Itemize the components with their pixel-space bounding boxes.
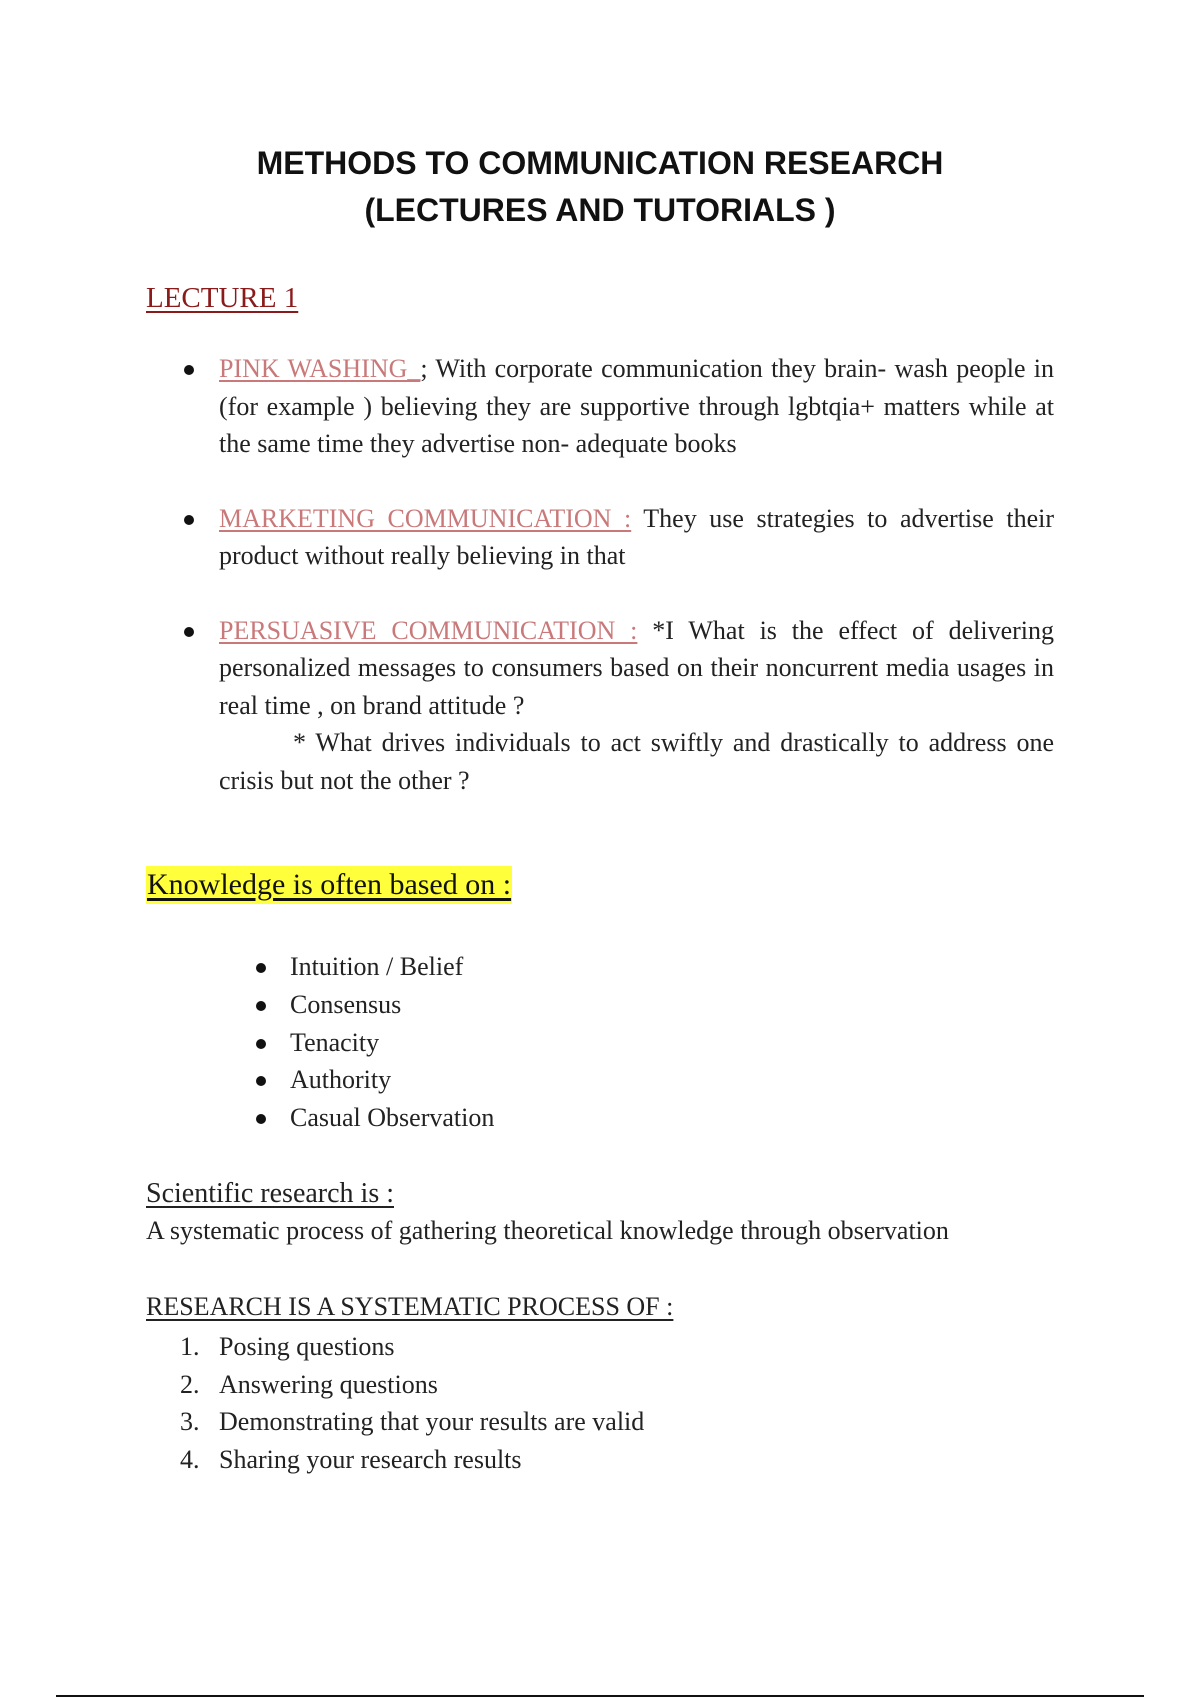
list-item xyxy=(246,948,494,986)
list-item xyxy=(146,1441,644,1479)
bullet-dot-icon xyxy=(256,1039,266,1049)
list-item xyxy=(246,986,494,1024)
list-item-text: Sharing your research results xyxy=(219,1444,522,1474)
lecture-heading: LECTURE 1 xyxy=(146,282,299,314)
list-item-number: 2. xyxy=(180,1369,200,1399)
bullet-term: MARKETING COMMUNICATION : xyxy=(219,503,632,533)
knowledge-heading: Knowledge is often based on : xyxy=(146,866,512,904)
research-process-heading: RESEARCH IS A SYSTEMATIC PROCESS OF : xyxy=(146,1292,674,1321)
title-line-1: METHODS TO COMMUNICATION RESEARCH xyxy=(256,145,944,181)
list-item-number: 4. xyxy=(180,1444,200,1474)
bullet-term: PINK WASHING_ xyxy=(219,354,421,383)
list-item-text: Authority xyxy=(290,1065,392,1095)
list-item-text: Demonstrating that your results are valid xyxy=(219,1407,645,1436)
list-item xyxy=(146,1328,644,1366)
list-item-text: Casual Observation xyxy=(290,1103,495,1133)
bullet-text-continuation: * What drives individuals to act swiftly and drastically to address one crisis but not the other ? xyxy=(219,728,1054,795)
list-item-number: 1. xyxy=(180,1332,200,1361)
bullet-dot-icon xyxy=(184,627,194,637)
title-line-2: (LECTURES AND TUTORIALS ) xyxy=(364,192,836,228)
bullet-dot-icon xyxy=(256,1001,266,1011)
bullet-dot-icon xyxy=(256,963,266,973)
list-item-text: Intuition / Belief xyxy=(290,952,464,981)
list-item xyxy=(146,1366,644,1404)
bullet-term: PERSUASIVE COMMUNICATION : xyxy=(219,615,638,645)
scientific-research-text: A systematic process of gathering theoretical knowledge through observation xyxy=(146,1216,949,1245)
list-item-text: Consensus xyxy=(290,989,402,1019)
research-process-list xyxy=(146,1328,644,1478)
lecture-bullet-list xyxy=(146,350,1054,836)
list-item-text: Tenacity xyxy=(290,1027,380,1057)
bullet-item-pink-washing xyxy=(146,350,1054,463)
knowledge-list xyxy=(246,948,494,1137)
list-item xyxy=(246,1099,494,1137)
scientific-research-heading: Scientific research is : xyxy=(146,1178,395,1209)
list-item xyxy=(246,1061,494,1099)
page-bottom-divider xyxy=(56,1695,1144,1697)
bullet-dot-icon xyxy=(256,1114,266,1124)
list-item xyxy=(146,1403,644,1441)
list-item-text: Answering questions xyxy=(219,1369,438,1399)
bullet-dot-icon xyxy=(256,1076,266,1086)
list-item xyxy=(246,1024,494,1062)
bullet-dot-icon xyxy=(184,515,194,525)
page-title xyxy=(0,140,1200,234)
bullet-text: ; With corporate communication they brain- wash people in (for example ) believing they are supportive through lgbtqia+ matters while at the same time they advertise non- adequate books xyxy=(219,354,1055,458)
list-item-text: Posing questions xyxy=(219,1332,395,1361)
bullet-item-marketing-communication xyxy=(146,500,1054,575)
bullet-text: *I What is the effect of delivering personalized messages to consumers based on their noncurrent media usages in real time , on brand attitude ? xyxy=(219,615,1055,720)
list-item-number: 3. xyxy=(180,1407,200,1436)
bullet-text: They use strategies to advertise their product without really believing in that xyxy=(219,503,1054,570)
bullet-dot-icon xyxy=(184,365,194,375)
bullet-item-persuasive-communication xyxy=(146,612,1054,800)
